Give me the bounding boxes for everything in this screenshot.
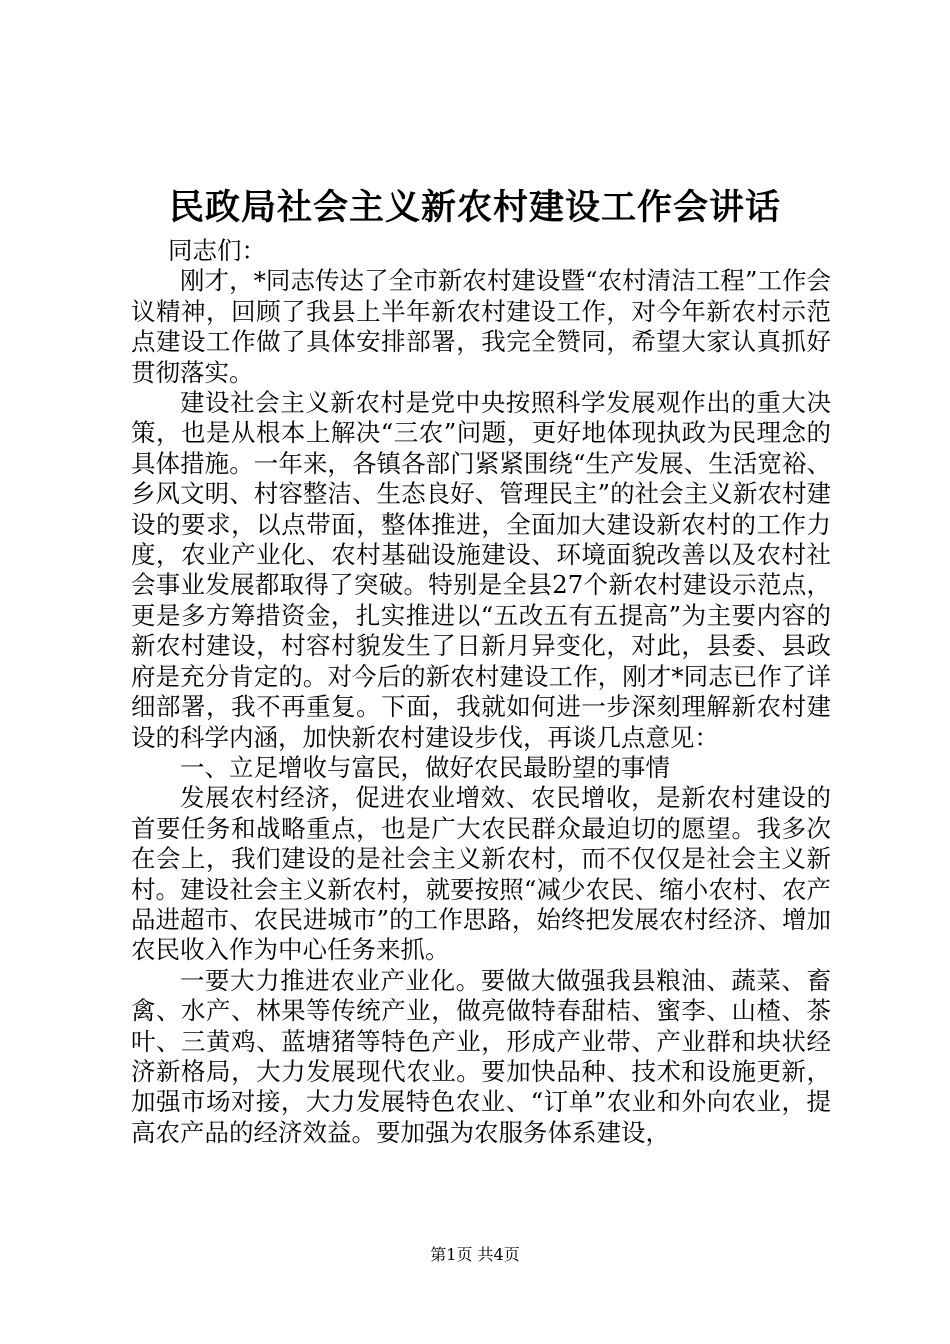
paragraph-section-2: 一要大力推进农业产业化。要做大做强我县粮油、蔬菜、畜禽、水产、林果等传统产业，做亮做特春甜桔、蜜李、山楂、茶叶、三黄鸡、蓝塘猪等特色产业，形成产业带、产业群和块状经济新格局，大力发展现代农业。要加快品种、技术和设施更新，加强市场对接，大力发展特色农业、“订单”农业和外向农业，提高农产品的经济效益。要加强为农服务体系建设， (131, 965, 831, 1147)
page-footer: 第1页 共4页 (430, 1245, 520, 1264)
salutation: 同志们： (168, 236, 266, 265)
paragraph-background: 建设社会主义新农村是党中央按照科学发展观作出的重大决策，也是从根本上解决“三农”问题，更好地体现执政为民理念的具体措施。一年来，各镇各部门紧紧围绕“生产发展、生活宽裕、乡风文明、村容整洁、生态良好、管理民主”的社会主义新农村建设的要求，以点带面，整体推进，全面加大建设新农村的工作力度，农业产业化、农村基础设施建设、环境面貌改善以及农村社会事业发展都取得了突破。特别是全县27个新农村建设示范点，更是多方筹措资金，扎实推进以“五改五有五提高”为主要内容的新农村建设，村容村貌发生了日新月异变化，对此，县委、县政府是充分肯定的。对今后的新农村建设工作，刚才*同志已作了详细部署，我不再重复。下面，我就如何进一步深刻理解新农村建设的科学内涵，加快新农村建设步伐，再谈几点意见： (131, 388, 831, 752)
paragraph-intro: 刚才，*同志传达了全市新农村建设暨“农村清洁工程”工作会议精神，回顾了我县上半年新农村建设工作，对今年新农村示范点建设工作做了具体安排部署，我完全赞同，希望大家认真抓好贯彻落实。 (131, 266, 831, 387)
section-heading: 一、立足增收与富民，做好农民最盼望的事情 (180, 752, 670, 782)
document-title: 民政局社会主义新农村建设工作会讲话 (168, 187, 781, 228)
document-body (131, 236, 831, 1148)
paragraph-section-1: 发展农村经济，促进农业增效、农民增收，是新农村建设的首要任务和战略重点，也是广大农民群众最迫切的愿望。我多次在会上，我们建设的是社会主义新农村，而不仅仅是社会主义新村。建设社会主义新农村，就要按照“减少农民、缩小农村、农产品进超市、农民进城市”的工作思路，始终把发展农村经济、增加农民收入作为中心任务来抓。 (131, 783, 831, 965)
